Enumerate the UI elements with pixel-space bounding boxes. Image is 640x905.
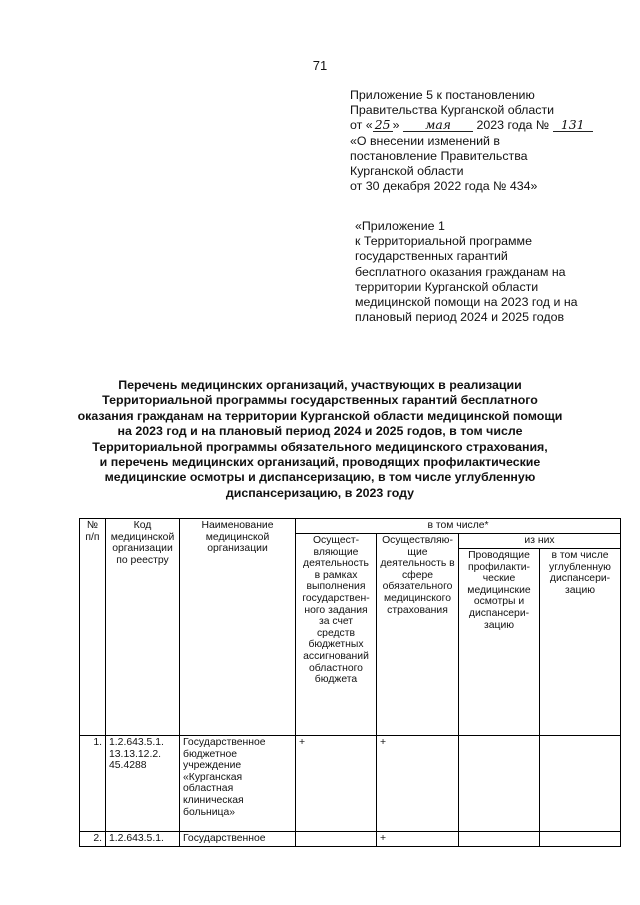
document-title (75, 378, 565, 501)
title-line: Территориальной программы государственных гарантий бесплатного (102, 393, 538, 408)
cell-num: 2. (80, 832, 106, 847)
cell-oms: + (377, 832, 459, 847)
title-line: и перечень медицинских организаций, проводящих профилактические (99, 455, 541, 470)
header-including: в том числе* (296, 519, 621, 534)
cell-code: 1.2.643.5.1. 13.13.12.2. 45.4288 (106, 736, 180, 832)
date-prefix: от « (350, 118, 373, 133)
appendix-1-line: бесплатного оказания гражданам на (355, 264, 566, 279)
appendix-line: Курганской области (350, 164, 464, 179)
cell-budget (296, 832, 377, 847)
header-deep: в том числе углубленную диспансери-зацию (540, 549, 621, 736)
header-of-them: из них (459, 534, 621, 549)
title-line: Территориальной программы обязательного медицинского страхования, (92, 439, 548, 454)
appendix-1-line: территории Курганской области (355, 279, 539, 294)
appendix-1-line: плановый период 2024 и 2025 годов (355, 310, 565, 325)
cell-prof (459, 736, 540, 832)
organizations-table (79, 518, 621, 847)
cell-deep (540, 736, 621, 832)
header-code: Код медицинской организации по реестру (106, 519, 180, 736)
handwritten-month: мая (403, 119, 473, 132)
date-suffix: 2023 года № (476, 118, 550, 133)
table-row (80, 736, 621, 832)
appendix-1-line: к Территориальной программе (355, 234, 532, 249)
title-line: медицинские осмотры и диспансеризацию, в том числе углубленную (104, 470, 536, 485)
page-number: 71 (312, 58, 328, 73)
appendix-line: Приложение 5 к постановлению (350, 88, 535, 102)
title-line: на 2023 год и на плановый период 2024 и 2025 годов, в том числе (117, 424, 523, 439)
handwritten-day: 25 (373, 119, 393, 132)
appendix-line: Правительства Курганской области (350, 103, 555, 118)
appendix-date-line (350, 118, 593, 133)
cell-name: Государственное (180, 832, 296, 847)
appendix-1-block (355, 219, 578, 325)
table-row (80, 832, 621, 847)
cell-num: 1. (80, 736, 106, 832)
appendix-line: от 30 декабря 2022 года № 434» (350, 179, 538, 194)
appendix-line: постановление Правительства (350, 148, 528, 163)
appendix-line: «О внесении изменений в (350, 133, 500, 148)
cell-prof (459, 832, 540, 847)
cell-deep (540, 832, 621, 847)
appendix-block (350, 88, 593, 194)
header-name: Наименование медицинской организации (180, 519, 296, 736)
header-budget: Осущест-вляющие деятельность в рамках выполнения государствен-ного задания за счет средств бюджетных ассигнований областного бюджета (296, 534, 377, 736)
appendix-1-line: государственных гарантий (355, 249, 508, 264)
cell-oms: + (377, 736, 459, 832)
header-prof: Проводящие профилакти-ческие медицинские осмотры и диспансери-зацию (459, 549, 540, 736)
cell-code: 1.2.643.5.1. (106, 832, 180, 847)
header-oms: Осуществляю-щие деятельность в сфере обязательного медицинского страхования (377, 534, 459, 736)
date-mid: » (392, 118, 400, 133)
cell-budget: + (296, 736, 377, 832)
title-line: Перечень медицинских организаций, участвующих в реализации (118, 378, 522, 392)
handwritten-number: 131 (553, 119, 593, 132)
title-line: диспансеризацию, в 2023 году (225, 485, 415, 500)
title-line: оказания гражданам на территории Курганской области медицинской помощи (77, 408, 563, 423)
appendix-1-line: «Приложение 1 (355, 219, 445, 233)
cell-name: Государственное бюджетное учреждение «Курганская областная клиническая больница» (180, 736, 296, 832)
header-num: № п/п (80, 519, 106, 736)
appendix-1-line: медицинской помощи на 2023 год и на (355, 295, 578, 310)
table-header-row (80, 519, 621, 534)
